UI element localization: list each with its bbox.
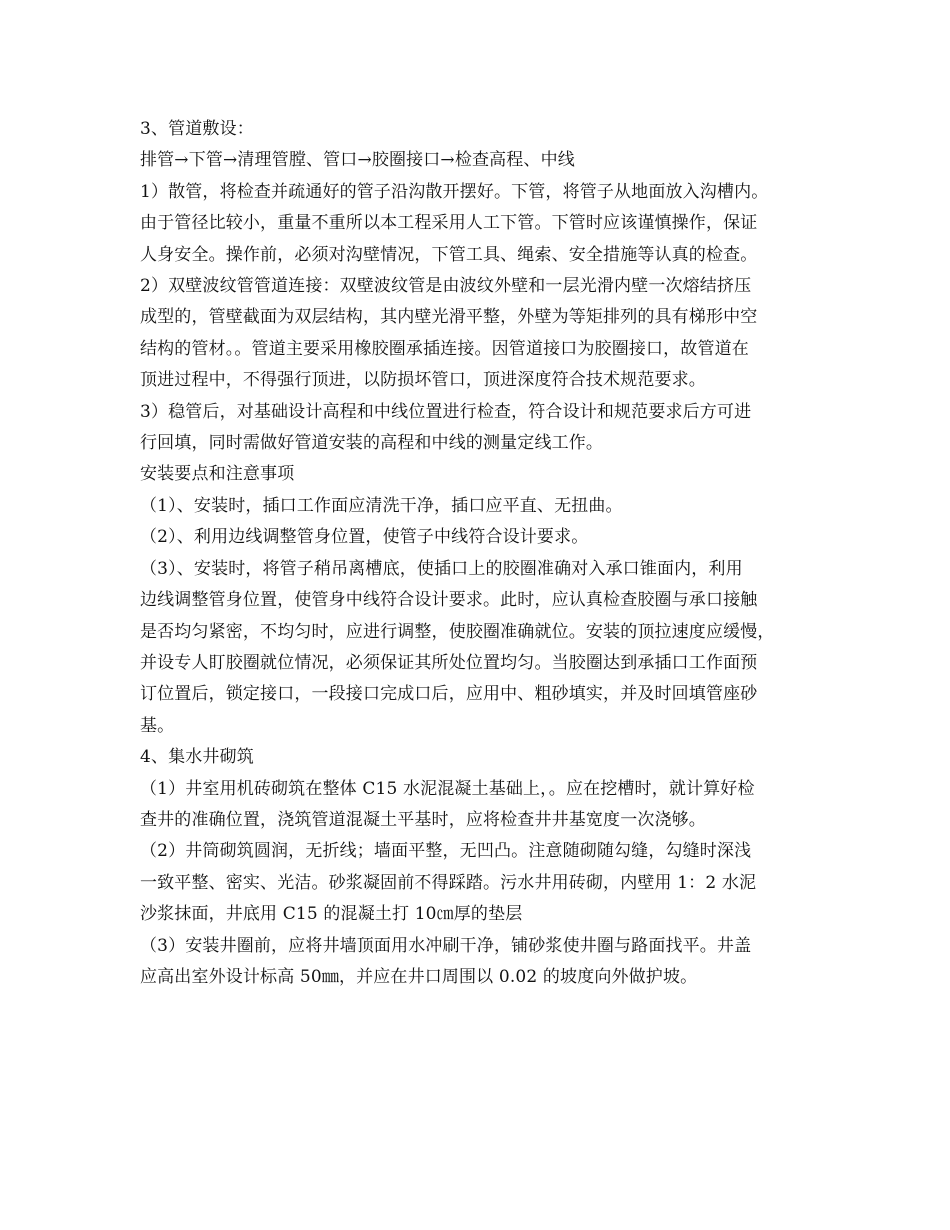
paragraph-line: （2）井筒砌筑圆润，无折线；墙面平整，无凹凸。注意随砌随勾缝，勾缝时深浅 <box>140 841 752 862</box>
paragraph-line: 是否均匀紧密，不均匀时，应进行调整，使胶圈准确就位。安装的顶拉速度应缓慢， <box>140 621 775 642</box>
paragraph-line: 顶进过程中，不得强行顶进，以防损坏管口，顶进深度符合技术规范要求。 <box>140 370 706 391</box>
paragraph-line: 1）散管，将检查并疏通好的管子沿沟散开摆好。下管，将管子从地面放入沟槽内。 <box>140 181 769 202</box>
document-body <box>140 114 830 993</box>
paragraph-line: 行回填，同时需做好管道安装的高程和中线的测量定线工作。 <box>140 433 604 454</box>
paragraph-line: 成型的，管壁截面为双层结构，其内壁光滑平整，外壁为等矩排列的具有梯形中空 <box>140 307 758 328</box>
section-heading-pipe-laying: 3、管道敷设： <box>140 119 254 139</box>
paragraph-line: 基。 <box>140 715 175 736</box>
paragraph-line: 一致平整、密实、光洁。砂浆凝固前不得踩踏。污水井用砖砌，内壁用 1：2 水泥 <box>140 872 757 893</box>
paragraph-line: （3）安装井圈前，应将井墙顶面用水冲刷干净，铺砂浆使井圈与路面找平。井盖 <box>140 935 752 956</box>
paragraph-line: （1）、安装时，插口工作面应清洗干净，插口应平直、无扭曲。 <box>140 495 623 516</box>
paragraph-line: 沙浆抹面，井底用 C15 的混凝土打 10㎝厚的垫层 <box>140 904 523 925</box>
paragraph-line: 3）稳管后，对基础设计高程和中线位置进行检查，符合设计和规范要求后方可进 <box>140 401 752 422</box>
paragraph-line: 结构的管材。。管道主要采用橡胶圈承插连接。因管道接口为胶圈接口，故管道在 <box>140 338 749 359</box>
paragraph-line: 人身安全。操作前，必须对沟壁情况，下管工具、绳索、安全措施等认真的检查。 <box>140 244 758 265</box>
process-flow-line: 排管→下管→清理管膛、管口→胶圈接口→检查高程、中线 <box>140 150 575 171</box>
paragraph-line: （2）、利用边线调整管身位置，使管子中线符合设计要求。 <box>140 527 589 548</box>
paragraph-line: 由于管径比较小，重量不重所以本工程采用人工下管。下管时应该谨慎操作，保证 <box>140 213 758 234</box>
paragraph-line: （1）井室用机砖砌筑在整体 C15 水泥混凝土基础上，。应在挖槽时，就计算好检 <box>140 778 755 799</box>
paragraph-line: 并设专人盯胶圈就位情况，必须保证其所处位置均匀。当胶圈达到承插口工作面预 <box>140 652 758 673</box>
paragraph-line: 2）双壁波纹管管道连接：双壁波纹管是由波纹外壁和一层光滑内壁一次熔结挤压 <box>140 276 752 297</box>
section-heading-sump-masonry: 4、集水井砌筑 <box>140 747 254 768</box>
paragraph-line: 订位置后，锁定接口，一段接口完成口后，应用中、粗砂填实，并及时回填管座砂 <box>140 684 758 705</box>
paragraph-line: 应高出室外设计标高 50㎜，并应在井口周围以 0.02 的坡度向外做护坡。 <box>140 966 698 987</box>
subheading-installation-notes: 安装要点和注意事项 <box>140 464 295 485</box>
paragraph-line: （3）、安装时，将管子稍吊离槽底，使插口上的胶圈准确对入承口锥面内，利用 <box>140 558 743 579</box>
paragraph-line: 边线调整管身位置，使管身中线符合设计要求。此时，应认真检查胶圈与承口接触 <box>140 590 758 611</box>
paragraph-line: 查井的准确位置，浇筑管道混凝土平基时，应将检查井井基宽度一次浇够。 <box>140 809 706 830</box>
